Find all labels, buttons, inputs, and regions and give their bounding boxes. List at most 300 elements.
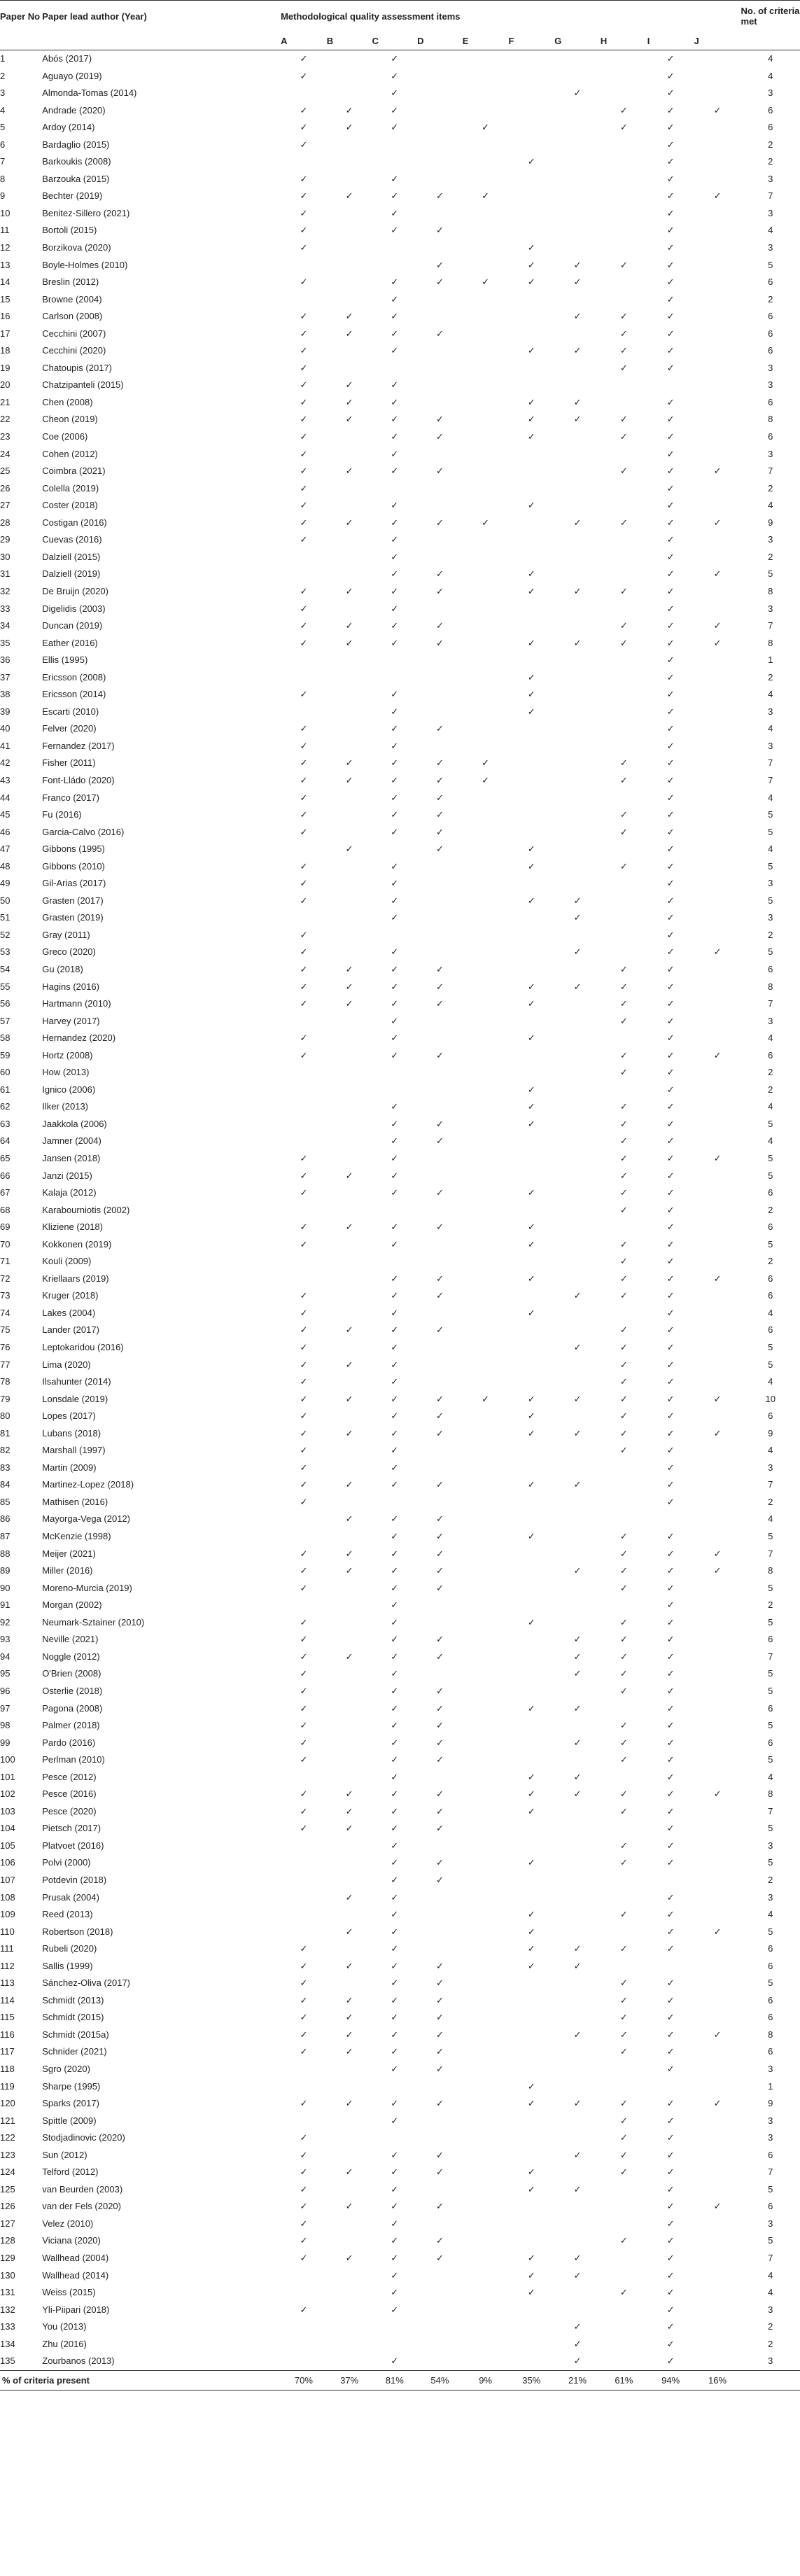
criterion-empty-cell — [554, 222, 601, 239]
criterion-check-mark: ✓ — [300, 998, 308, 1009]
criterion-empty-cell — [694, 1992, 741, 2010]
table-row — [0, 790, 800, 807]
criterion-empty-cell — [463, 927, 509, 944]
paper-author: van Beurden (2003) — [42, 2183, 123, 2194]
criterion-empty-cell — [417, 1030, 463, 1047]
criterion-check-mark: ✓ — [435, 1754, 444, 1765]
criterion-empty-cell — [554, 858, 601, 876]
criteria-met-count: 6 — [768, 122, 773, 133]
criterion-check-mark: ✓ — [619, 1616, 628, 1628]
paper-author: Viciana (2020) — [42, 2235, 101, 2246]
criterion-check-mark: ✓ — [300, 878, 308, 889]
paper-author: O'Brien (2008) — [42, 1668, 101, 1679]
item-percentage: 70% — [281, 2370, 327, 2390]
criterion-empty-cell — [463, 1614, 509, 1632]
criterion-check-mark: ✓ — [391, 1668, 399, 1679]
criterion-check-mark: ✓ — [619, 1118, 628, 1129]
criterion-empty-cell — [463, 1047, 509, 1065]
criterion-empty-cell — [463, 2095, 509, 2113]
criterion-empty-cell — [694, 2232, 741, 2250]
criterion-empty-cell — [694, 2318, 741, 2336]
criterion-check-mark: ✓ — [666, 2098, 675, 2109]
paper-author: Digelidis (2003) — [42, 603, 106, 614]
criterion-empty-cell — [463, 2216, 509, 2233]
paper-number: 113 — [0, 1977, 15, 1989]
criterion-empty-cell — [508, 2336, 554, 2353]
criterion-empty-cell — [601, 2336, 647, 2353]
paper-number: 2 — [0, 70, 6, 81]
paper-author: Gu (2018) — [42, 963, 83, 974]
table-row — [0, 755, 800, 772]
criterion-check-mark: ✓ — [391, 379, 399, 391]
criterion-check-mark: ✓ — [619, 1342, 628, 1353]
criterion-empty-cell — [508, 1133, 554, 1150]
criterion-check-mark: ✓ — [527, 1531, 535, 1542]
criterion-check-mark: ✓ — [527, 1118, 535, 1129]
criterion-empty-cell — [508, 738, 554, 755]
criterion-empty-cell — [281, 1202, 327, 1219]
criterion-check-mark: ✓ — [435, 637, 444, 648]
criterion-check-mark: ✓ — [482, 276, 490, 288]
criterion-check-mark: ✓ — [666, 1702, 675, 1714]
paper-author: Ilsahunter (2014) — [42, 1376, 111, 1387]
criterion-check-mark: ✓ — [619, 2029, 628, 2040]
criterion-empty-cell — [554, 1116, 601, 1133]
criterion-check-mark: ✓ — [713, 620, 722, 631]
item-percentage: 61% — [601, 2370, 647, 2390]
criterion-check-mark: ✓ — [666, 2338, 675, 2349]
criterion-check-mark: ✓ — [619, 362, 628, 373]
criterion-empty-cell — [647, 2078, 694, 2096]
criterion-empty-cell — [554, 995, 601, 1013]
paper-number: 35 — [0, 637, 10, 648]
criterion-check-mark: ✓ — [666, 1737, 675, 1748]
criterion-check-mark: ✓ — [300, 1324, 308, 1336]
criterion-empty-cell — [463, 1460, 509, 1477]
criterion-check-mark: ✓ — [666, 1393, 675, 1404]
criterion-check-mark: ✓ — [300, 1427, 308, 1438]
criterion-empty-cell — [694, 669, 741, 687]
criterion-empty-cell — [601, 497, 647, 514]
criterion-empty-cell — [601, 1511, 647, 1528]
criterion-empty-cell — [508, 790, 554, 807]
paper-author: Sparks (2017) — [42, 2098, 99, 2109]
criterion-empty-cell — [694, 1116, 741, 1133]
criterion-empty-cell — [463, 239, 509, 257]
criterion-empty-cell — [508, 188, 554, 205]
criterion-check-mark: ✓ — [391, 809, 399, 820]
criterion-empty-cell — [694, 1287, 741, 1305]
table-row — [0, 205, 800, 223]
table-row — [0, 2147, 800, 2164]
criterion-empty-cell — [463, 1236, 509, 1254]
criterion-check-mark: ✓ — [666, 1634, 675, 1645]
table-row — [0, 1751, 800, 1769]
criterion-empty-cell — [694, 961, 741, 979]
criterion-empty-cell — [694, 601, 741, 618]
criterion-empty-cell — [694, 892, 741, 910]
criterion-empty-cell — [417, 892, 463, 910]
criterion-check-mark: ✓ — [666, 2321, 675, 2332]
criterion-check-mark: ✓ — [300, 1994, 308, 2005]
criterion-check-mark: ✓ — [666, 963, 675, 974]
paper-number: 125 — [0, 2183, 15, 2194]
criterion-empty-cell — [463, 2043, 509, 2061]
criterion-check-mark: ✓ — [300, 414, 308, 425]
table-row — [0, 669, 800, 687]
table-row — [0, 1236, 800, 1254]
criterion-check-mark: ✓ — [300, 517, 308, 528]
criterion-empty-cell — [417, 394, 463, 412]
criterion-empty-cell — [554, 927, 601, 944]
criterion-check-mark: ✓ — [391, 173, 399, 184]
paper-number: 74 — [0, 1307, 10, 1318]
criterion-empty-cell — [327, 686, 372, 704]
criterion-empty-cell — [694, 411, 741, 428]
criterion-check-mark: ✓ — [573, 1788, 582, 1800]
criterion-check-mark: ✓ — [435, 757, 444, 769]
methodological-items-header: Methodological quality assessment items — [281, 1, 741, 32]
criterion-empty-cell — [694, 1357, 741, 1374]
criterion-empty-cell — [417, 239, 463, 257]
criterion-empty-cell — [508, 1150, 554, 1168]
criterion-empty-cell — [601, 686, 647, 704]
criterion-check-mark: ✓ — [391, 225, 399, 236]
paper-number: 92 — [0, 1616, 10, 1628]
criteria-met-count: 4 — [768, 70, 773, 81]
paper-author: Kliziene (2018) — [42, 1222, 103, 1233]
criterion-empty-cell — [694, 2216, 741, 2233]
criterion-check-mark: ✓ — [345, 1170, 353, 1181]
criterion-empty-cell — [417, 738, 463, 755]
criterion-empty-cell — [554, 1494, 601, 1511]
criteria-met-count: 3 — [768, 912, 773, 923]
criterion-check-mark: ✓ — [300, 379, 308, 391]
table-row — [0, 463, 800, 480]
criterion-empty-cell — [694, 1837, 741, 1855]
criterion-empty-cell — [694, 1631, 741, 1648]
criterion-check-mark: ✓ — [391, 551, 399, 562]
criterion-check-mark: ✓ — [345, 844, 353, 855]
criterion-empty-cell — [508, 222, 554, 239]
table-row — [0, 326, 800, 343]
criterion-check-mark: ✓ — [345, 122, 353, 133]
criterion-empty-cell — [694, 1665, 741, 1683]
criterion-empty-cell — [694, 1442, 741, 1460]
criterion-check-mark: ✓ — [527, 671, 535, 682]
criterion-empty-cell — [508, 1494, 554, 1511]
table-row — [0, 480, 800, 498]
table-row — [0, 1460, 800, 1477]
criterion-empty-cell — [417, 136, 463, 154]
paper-author: Bardaglio (2015) — [42, 139, 110, 150]
criterion-empty-cell — [694, 909, 741, 927]
table-row — [0, 635, 800, 652]
criteria-met-count: 6 — [768, 276, 773, 288]
criterion-check-mark: ✓ — [619, 2235, 628, 2246]
paper-number: 75 — [0, 1324, 10, 1336]
criterion-empty-cell — [554, 497, 601, 514]
criterion-empty-cell — [327, 50, 372, 68]
criterion-empty-cell — [508, 308, 554, 326]
table-row — [0, 1253, 800, 1270]
criterion-check-mark: ✓ — [435, 1994, 444, 2005]
criterion-check-mark: ✓ — [573, 414, 582, 425]
criterion-check-mark: ✓ — [527, 568, 535, 580]
criterion-empty-cell — [694, 772, 741, 790]
criterion-empty-cell — [463, 136, 509, 154]
criterion-check-mark: ✓ — [573, 1702, 582, 1714]
criterion-empty-cell — [601, 1494, 647, 1511]
criterion-check-mark: ✓ — [300, 757, 308, 769]
table-row — [0, 1975, 800, 1992]
criterion-empty-cell — [508, 1442, 554, 1460]
criterion-check-mark: ✓ — [391, 757, 399, 769]
criterion-empty-cell — [554, 446, 601, 463]
criterion-check-mark: ✓ — [391, 1565, 399, 1576]
criteria-met-count: 2 — [768, 1600, 773, 1611]
criterion-empty-cell — [554, 2061, 601, 2078]
paper-number: 22 — [0, 414, 10, 425]
criterion-check-mark: ✓ — [300, 860, 308, 872]
criterion-check-mark: ✓ — [391, 2304, 399, 2315]
paper-author: Janzi (2015) — [42, 1170, 92, 1181]
criterion-empty-cell — [554, 1683, 601, 1700]
criterion-empty-cell — [694, 1614, 741, 1632]
table-row — [0, 514, 800, 532]
paper-number: 106 — [0, 1857, 15, 1868]
criteria-met-count: 6 — [768, 1960, 773, 1971]
paper-author: Chatzipanteli (2015) — [42, 379, 124, 391]
criterion-empty-cell — [601, 704, 647, 721]
paper-number: 3 — [0, 88, 6, 99]
criterion-empty-cell — [281, 1098, 327, 1116]
criterion-empty-cell — [508, 1013, 554, 1030]
criterion-check-mark: ✓ — [666, 139, 675, 150]
criterion-empty-cell — [463, 2147, 509, 2164]
paper-author: Coimbra (2021) — [42, 465, 106, 477]
criterion-empty-cell — [554, 2129, 601, 2147]
criterion-empty-cell — [554, 549, 601, 566]
criterion-empty-cell — [508, 171, 554, 188]
criterion-check-mark: ✓ — [619, 1634, 628, 1645]
paper-number: 17 — [0, 328, 10, 339]
paper-number: 63 — [0, 1118, 10, 1129]
criterion-check-mark: ✓ — [619, 1049, 628, 1060]
criterion-check-mark: ✓ — [666, 895, 675, 906]
criterion-check-mark: ✓ — [345, 1427, 353, 1438]
criterion-check-mark: ✓ — [391, 534, 399, 545]
criteria-met-count: 3 — [768, 362, 773, 373]
paper-number: 16 — [0, 311, 10, 322]
criterion-check-mark: ✓ — [527, 1702, 535, 1714]
criteria-met-count: 5 — [768, 826, 773, 837]
criterion-empty-cell — [554, 2113, 601, 2130]
criterion-empty-cell — [372, 652, 417, 669]
criterion-check-mark: ✓ — [345, 774, 353, 785]
criterion-check-mark: ✓ — [527, 2183, 535, 2194]
table-row — [0, 1614, 800, 1632]
criterion-check-mark: ✓ — [666, 1359, 675, 1370]
criterion-check-mark: ✓ — [300, 225, 308, 236]
criterion-empty-cell — [554, 1511, 601, 1528]
paper-author: Hagins (2016) — [42, 981, 99, 992]
criterion-empty-cell — [463, 909, 509, 927]
criterion-empty-cell — [463, 1339, 509, 1357]
criteria-met-count: 3 — [768, 2063, 773, 2074]
criterion-check-mark: ✓ — [345, 2012, 353, 2023]
criterion-check-mark: ✓ — [573, 2356, 582, 2367]
criterion-check-mark: ✓ — [391, 1222, 399, 1233]
criterion-check-mark: ✓ — [666, 1032, 675, 1044]
criterion-empty-cell — [417, 1236, 463, 1254]
paper-number: 78 — [0, 1376, 10, 1387]
criterion-empty-cell — [508, 2216, 554, 2233]
criterion-check-mark: ✓ — [345, 620, 353, 631]
criterion-empty-cell — [281, 2284, 327, 2302]
criterion-check-mark: ✓ — [391, 345, 399, 356]
criterion-empty-cell — [327, 2147, 372, 2164]
criterion-check-mark: ✓ — [391, 2046, 399, 2057]
criterion-check-mark: ✓ — [300, 482, 308, 493]
criterion-empty-cell — [508, 772, 554, 790]
paper-number: 39 — [0, 706, 10, 717]
criterion-empty-cell — [554, 1168, 601, 1185]
criterion-check-mark: ✓ — [666, 2356, 675, 2367]
paper-number: 67 — [0, 1187, 10, 1198]
criterion-empty-cell — [463, 617, 509, 635]
criterion-check-mark: ✓ — [666, 757, 675, 769]
criteria-met-count: 2 — [768, 551, 773, 562]
criterion-empty-cell — [554, 1820, 601, 1837]
criterion-empty-cell — [463, 892, 509, 910]
table-row — [0, 2198, 800, 2216]
criterion-check-mark: ✓ — [435, 1290, 444, 1301]
criterion-empty-cell — [463, 222, 509, 239]
criteria-met-count: 3 — [768, 2132, 773, 2143]
criterion-empty-cell — [694, 1717, 741, 1735]
criterion-empty-cell — [601, 394, 647, 412]
criterion-check-mark: ✓ — [345, 1960, 353, 1971]
criterion-empty-cell — [508, 909, 554, 927]
criterion-check-mark: ✓ — [527, 2098, 535, 2109]
criterion-empty-cell — [554, 1202, 601, 1219]
criterion-empty-cell — [417, 1665, 463, 1683]
criterion-empty-cell — [417, 704, 463, 721]
criteria-met-count: 4 — [768, 792, 773, 803]
criterion-empty-cell — [554, 1373, 601, 1391]
criterion-empty-cell — [694, 2353, 741, 2370]
criterion-check-mark: ✓ — [300, 534, 308, 545]
paper-author: Browne (2004) — [42, 293, 102, 304]
criterion-check-mark: ✓ — [435, 963, 444, 974]
criterion-check-mark: ✓ — [391, 1788, 399, 1800]
item-letter: E — [463, 31, 509, 50]
criterion-empty-cell — [554, 1219, 601, 1236]
table-row — [0, 772, 800, 790]
criterion-check-mark: ✓ — [527, 1032, 535, 1044]
criterion-empty-cell — [647, 1511, 694, 1528]
paper-author: Barzouka (2015) — [42, 173, 110, 184]
criterion-empty-cell — [463, 858, 509, 876]
criterion-empty-cell — [694, 171, 741, 188]
criterion-check-mark: ✓ — [391, 2253, 399, 2263]
criteria-met-count: 3 — [768, 173, 773, 184]
criterion-empty-cell — [281, 2353, 327, 2370]
criterion-empty-cell — [463, 1030, 509, 1047]
paper-number: 131 — [0, 2287, 15, 2298]
paper-author: Lubans (2018) — [42, 1427, 101, 1438]
criterion-empty-cell — [601, 446, 647, 463]
paper-number: 11 — [0, 225, 10, 236]
criterion-check-mark: ✓ — [345, 465, 353, 477]
criterion-empty-cell — [327, 1735, 372, 1752]
criterion-check-mark: ✓ — [345, 190, 353, 202]
criterion-empty-cell — [554, 1975, 601, 1992]
paper-author: Hortz (2008) — [42, 1049, 93, 1060]
criterion-empty-cell — [281, 1528, 327, 1546]
criterion-check-mark: ✓ — [482, 774, 490, 785]
table-row — [0, 411, 800, 428]
table-row — [0, 909, 800, 927]
criterion-empty-cell — [694, 2129, 741, 2147]
criterion-check-mark: ✓ — [527, 1307, 535, 1318]
criterion-check-mark: ✓ — [300, 1187, 308, 1198]
paper-number: 7 — [0, 156, 6, 167]
criterion-empty-cell — [508, 2026, 554, 2044]
criterion-empty-cell — [463, 326, 509, 343]
criteria-met-count: 6 — [768, 1943, 773, 1954]
paper-number: 42 — [0, 757, 10, 769]
criterion-check-mark: ✓ — [619, 620, 628, 631]
table-row — [0, 291, 800, 309]
criteria-met-count: 3 — [768, 242, 773, 253]
criterion-empty-cell — [694, 1872, 741, 1889]
criterion-empty-cell — [508, 205, 554, 223]
criterion-check-mark: ✓ — [391, 1324, 399, 1336]
criteria-met-count: 5 — [768, 568, 773, 580]
paper-number: 93 — [0, 1634, 10, 1645]
criterion-empty-cell — [327, 1287, 372, 1305]
criterion-check-mark: ✓ — [391, 207, 399, 218]
criterion-empty-cell — [508, 1168, 554, 1185]
criterion-empty-cell — [694, 1648, 741, 1666]
criterion-check-mark: ✓ — [391, 568, 399, 580]
criterion-check-mark: ✓ — [391, 912, 399, 923]
paper-number: 33 — [0, 603, 10, 614]
criterion-empty-cell — [694, 1683, 741, 1700]
criterion-empty-cell — [601, 188, 647, 205]
criterion-empty-cell — [508, 2198, 554, 2216]
criterion-empty-cell — [554, 1597, 601, 1614]
criterion-check-mark: ✓ — [713, 2098, 722, 2109]
criterion-check-mark: ✓ — [391, 792, 399, 803]
criterion-empty-cell — [417, 2318, 463, 2336]
criterion-empty-cell — [417, 2336, 463, 2353]
table-row — [0, 1357, 800, 1374]
criterion-empty-cell — [601, 720, 647, 738]
criterion-check-mark: ✓ — [666, 1427, 675, 1438]
criterion-empty-cell — [327, 1528, 372, 1546]
paper-author: Cecchini (2020) — [42, 345, 106, 356]
paper-author: Martin (2009) — [42, 1462, 97, 1473]
paper-author: Pesce (2016) — [42, 1788, 97, 1800]
table-row — [0, 497, 800, 514]
criterion-empty-cell — [694, 1975, 741, 1992]
paper-no-header: Paper No — [0, 1, 42, 32]
criterion-empty-cell — [463, 686, 509, 704]
criterion-check-mark: ✓ — [435, 1977, 444, 1989]
